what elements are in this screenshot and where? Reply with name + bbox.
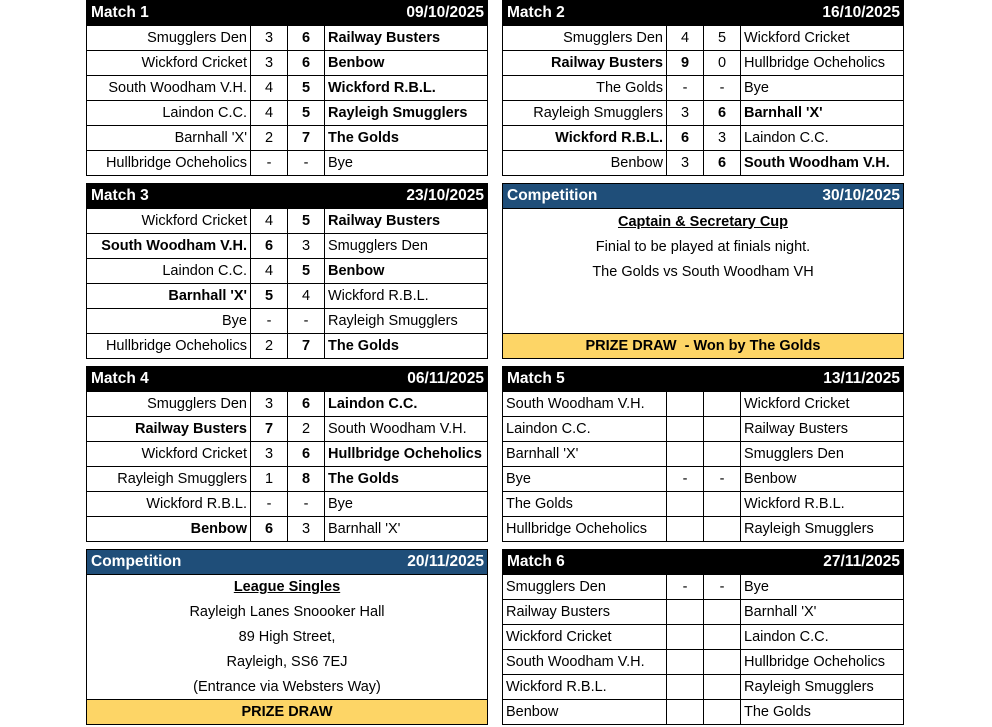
away-score <box>704 675 741 699</box>
competition-header <box>87 550 487 574</box>
home-score: - <box>667 76 704 100</box>
home-score: 3 <box>667 101 704 125</box>
fixture-row <box>87 208 487 233</box>
match-2-header <box>503 1 903 25</box>
home-team: The Golds <box>503 492 667 516</box>
match-title: Match 3 <box>91 187 149 204</box>
home-team: Benbow <box>503 700 667 724</box>
competition-line: The Golds vs South Woodham VH <box>592 263 814 280</box>
competition-name: League Singles <box>233 579 341 596</box>
home-score: 3 <box>251 392 288 416</box>
fixture-row <box>503 574 903 599</box>
home-score: - <box>251 309 288 333</box>
fixture-row <box>87 50 487 75</box>
home-team: Bye <box>87 309 251 333</box>
home-score <box>667 392 704 416</box>
fixture-row <box>503 25 903 50</box>
match-3-table <box>86 183 488 359</box>
home-score: 2 <box>251 334 288 358</box>
home-score: 3 <box>251 26 288 50</box>
away-team: Rayleigh Smugglers <box>744 679 874 695</box>
match-date: 13/11/2025 <box>823 370 900 387</box>
prize-draw-banner: PRIZE DRAW <box>87 699 487 724</box>
fixture-row <box>503 624 903 649</box>
home-team: South Woodham V.H. <box>503 392 667 416</box>
home-score: 4 <box>251 76 288 100</box>
away-team: Smugglers Den <box>744 446 844 462</box>
home-team: Barnhall 'X' <box>87 126 251 150</box>
away-score: 3 <box>288 234 325 258</box>
home-team: Hullbridge Ocheholics <box>87 151 251 175</box>
away-score: 6 <box>288 442 325 466</box>
match-title: Match 4 <box>91 370 149 387</box>
away-score <box>704 417 741 441</box>
home-score: 6 <box>251 234 288 258</box>
home-score: 9 <box>667 51 704 75</box>
fixture-row <box>503 466 903 491</box>
home-score: 6 <box>251 517 288 541</box>
competition-line: Finial to be played at finials night. <box>595 238 811 255</box>
home-score: 3 <box>251 51 288 75</box>
away-team: Bye <box>744 579 769 595</box>
home-score <box>667 650 704 674</box>
fixture-row <box>87 491 487 516</box>
home-team: South Woodham V.H. <box>503 650 667 674</box>
home-team: Barnhall 'X' <box>503 442 667 466</box>
home-score: 4 <box>251 101 288 125</box>
home-score: - <box>667 467 704 491</box>
fixture-row <box>87 441 487 466</box>
away-score <box>704 625 741 649</box>
away-score: 5 <box>288 101 325 125</box>
match-2-table <box>502 0 904 176</box>
home-score <box>667 417 704 441</box>
home-score: - <box>667 575 704 599</box>
away-team: Bye <box>328 496 353 512</box>
away-team: Benbow <box>328 55 385 71</box>
fixture-row <box>87 333 487 358</box>
home-score <box>667 625 704 649</box>
match-title: Match 5 <box>507 370 565 387</box>
away-score: 6 <box>704 151 741 175</box>
away-score: 5 <box>288 259 325 283</box>
venue-entrance-note: (Entrance via Websters Way) <box>193 678 381 695</box>
match-6-header <box>503 550 903 574</box>
fixture-row <box>87 25 487 50</box>
fixture-row <box>503 699 903 724</box>
home-team: Laindon C.C. <box>503 417 667 441</box>
competition-title: Competition <box>507 187 598 204</box>
away-team: Benbow <box>328 263 385 279</box>
away-score: 7 <box>288 334 325 358</box>
away-team: Barnhall 'X' <box>744 105 823 121</box>
home-score <box>667 600 704 624</box>
home-score: 4 <box>251 259 288 283</box>
home-team: Smugglers Den <box>503 575 667 599</box>
home-score: 4 <box>667 26 704 50</box>
away-score: - <box>704 467 741 491</box>
competition-details <box>503 208 903 333</box>
away-team: Wickford R.B.L. <box>328 80 436 96</box>
away-score <box>704 650 741 674</box>
away-team: Laindon C.C. <box>744 629 829 645</box>
match-4-table <box>86 366 488 542</box>
fixture-row <box>87 100 487 125</box>
fixture-row <box>87 75 487 100</box>
match-5-header <box>503 367 903 391</box>
fixture-row <box>503 75 903 100</box>
match-date: 27/11/2025 <box>823 553 900 570</box>
competition-singles-panel <box>86 549 488 725</box>
away-score: 0 <box>704 51 741 75</box>
home-team: Railway Busters <box>87 417 251 441</box>
match-title: Match 2 <box>507 4 565 21</box>
home-team: Barnhall 'X' <box>87 284 251 308</box>
fixture-row <box>503 416 903 441</box>
away-score <box>704 700 741 724</box>
away-score <box>704 392 741 416</box>
match-title: Match 6 <box>507 553 565 570</box>
away-score <box>704 600 741 624</box>
match-date: 06/11/2025 <box>407 370 484 387</box>
match-5-table <box>502 366 904 542</box>
fixture-row <box>87 150 487 175</box>
away-team: Hullbridge Ocheholics <box>744 55 886 71</box>
competition-date: 20/11/2025 <box>407 553 484 570</box>
fixture-row <box>87 308 487 333</box>
away-team: Rayleigh Smugglers <box>744 521 874 537</box>
away-score: 3 <box>704 126 741 150</box>
home-score <box>667 675 704 699</box>
home-team: Hullbridge Ocheholics <box>87 334 251 358</box>
home-score: 4 <box>251 209 288 233</box>
away-score: - <box>288 492 325 516</box>
home-team: Railway Busters <box>503 51 667 75</box>
home-score <box>667 517 704 541</box>
away-score: 5 <box>288 209 325 233</box>
fixture-row <box>87 466 487 491</box>
away-team: Wickford R.B.L. <box>328 288 429 304</box>
fixture-row <box>87 283 487 308</box>
competition-details <box>87 574 487 699</box>
home-team: Rayleigh Smugglers <box>503 101 667 125</box>
away-score: - <box>704 76 741 100</box>
fixture-row <box>503 599 903 624</box>
away-team: Wickford Cricket <box>744 30 850 46</box>
away-score: 6 <box>288 26 325 50</box>
match-title: Match 1 <box>91 4 149 21</box>
home-score: 2 <box>251 126 288 150</box>
away-team: Hullbridge Ocheholics <box>744 654 886 670</box>
home-team: Wickford Cricket <box>87 209 251 233</box>
away-team: Barnhall 'X' <box>328 521 401 537</box>
match-date: 23/10/2025 <box>406 187 484 204</box>
away-team: Bye <box>744 80 769 96</box>
home-score: 6 <box>667 126 704 150</box>
away-score: - <box>704 575 741 599</box>
home-team: Wickford Cricket <box>503 625 667 649</box>
fixture-row <box>503 516 903 541</box>
away-team: Laindon C.C. <box>744 130 829 146</box>
match-date: 09/10/2025 <box>406 4 484 21</box>
fixture-row <box>87 391 487 416</box>
home-score: 1 <box>251 467 288 491</box>
home-score: - <box>251 151 288 175</box>
fixture-row <box>503 125 903 150</box>
match-1-table <box>86 0 488 176</box>
away-team: Hullbridge Ocheholics <box>328 446 482 462</box>
home-team: South Woodham V.H. <box>87 76 251 100</box>
away-team: Wickford R.B.L. <box>744 496 845 512</box>
away-team: Railway Busters <box>328 30 441 46</box>
home-team: Rayleigh Smugglers <box>87 467 251 491</box>
away-score: 6 <box>704 101 741 125</box>
match-1-header <box>87 1 487 25</box>
home-team: Laindon C.C. <box>87 101 251 125</box>
home-team: Railway Busters <box>503 600 667 624</box>
away-score: 8 <box>288 467 325 491</box>
away-team: Railway Busters <box>744 421 848 437</box>
away-score: - <box>288 309 325 333</box>
competition-cup-panel <box>502 183 904 359</box>
home-score <box>667 700 704 724</box>
away-team: South Woodham V.H. <box>328 421 467 437</box>
competition-name: Captain & Secretary Cup <box>617 213 789 230</box>
away-team: The Golds <box>328 471 399 487</box>
home-score <box>667 442 704 466</box>
fixture-row <box>503 649 903 674</box>
home-team: Wickford R.B.L. <box>503 675 667 699</box>
home-team: Laindon C.C. <box>87 259 251 283</box>
fixture-row <box>503 100 903 125</box>
home-team: Smugglers Den <box>503 26 667 50</box>
home-team: Bye <box>503 467 667 491</box>
away-team: Smugglers Den <box>328 238 428 254</box>
home-team: South Woodham V.H. <box>87 234 251 258</box>
away-score: 3 <box>288 517 325 541</box>
fixture-row <box>503 50 903 75</box>
away-score: 6 <box>288 392 325 416</box>
away-team: Rayleigh Smugglers <box>328 105 468 121</box>
away-team: Rayleigh Smugglers <box>328 313 458 329</box>
home-score: 5 <box>251 284 288 308</box>
fixture-row <box>87 125 487 150</box>
home-team: The Golds <box>503 76 667 100</box>
match-3-header <box>87 184 487 208</box>
prize-draw-banner: PRIZE DRAW - Won by The Golds <box>503 333 903 358</box>
fixture-row <box>87 516 487 541</box>
fixture-row <box>503 441 903 466</box>
venue-name: Rayleigh Lanes Snoooker Hall <box>189 604 385 621</box>
competition-date: 30/10/2025 <box>822 187 900 204</box>
fixture-row <box>87 258 487 283</box>
away-team: The Golds <box>328 338 399 354</box>
away-score <box>704 492 741 516</box>
home-score <box>667 492 704 516</box>
away-team: Laindon C.C. <box>328 396 418 412</box>
home-team: Wickford Cricket <box>87 442 251 466</box>
home-team: Hullbridge Ocheholics <box>503 517 667 541</box>
home-score: 7 <box>251 417 288 441</box>
competition-header <box>503 184 903 208</box>
away-team: The Golds <box>328 130 399 146</box>
home-team: Smugglers Den <box>87 26 251 50</box>
away-score: 7 <box>288 126 325 150</box>
fixture-row <box>87 416 487 441</box>
match-6-table <box>502 549 904 725</box>
venue-town: Rayleigh, SS6 7EJ <box>226 653 348 670</box>
match-date: 16/10/2025 <box>822 4 900 21</box>
away-score: - <box>288 151 325 175</box>
away-team: South Woodham V.H. <box>744 155 890 171</box>
home-team: Benbow <box>87 517 251 541</box>
venue-street: 89 High Street, <box>238 628 336 645</box>
home-team: Smugglers Den <box>87 392 251 416</box>
fixture-row <box>503 491 903 516</box>
home-score: - <box>251 492 288 516</box>
fixture-row <box>503 674 903 699</box>
away-team: Railway Busters <box>328 213 441 229</box>
home-team: Wickford R.B.L. <box>87 492 251 516</box>
away-score: 2 <box>288 417 325 441</box>
home-team: Wickford R.B.L. <box>503 126 667 150</box>
away-score <box>704 442 741 466</box>
fixture-row <box>503 391 903 416</box>
home-score: 3 <box>251 442 288 466</box>
away-team: Wickford Cricket <box>744 396 850 412</box>
home-score: 3 <box>667 151 704 175</box>
home-team: Wickford Cricket <box>87 51 251 75</box>
away-score <box>704 517 741 541</box>
away-team: The Golds <box>744 704 811 720</box>
competition-title: Competition <box>91 553 182 570</box>
away-team: Barnhall 'X' <box>744 604 817 620</box>
match-4-header <box>87 367 487 391</box>
away-score: 5 <box>704 26 741 50</box>
away-team: Bye <box>328 155 353 171</box>
home-team: Benbow <box>503 151 667 175</box>
fixture-row <box>87 233 487 258</box>
away-team: Benbow <box>744 471 797 487</box>
away-score: 4 <box>288 284 325 308</box>
away-score: 5 <box>288 76 325 100</box>
away-score: 6 <box>288 51 325 75</box>
fixture-row <box>503 150 903 175</box>
